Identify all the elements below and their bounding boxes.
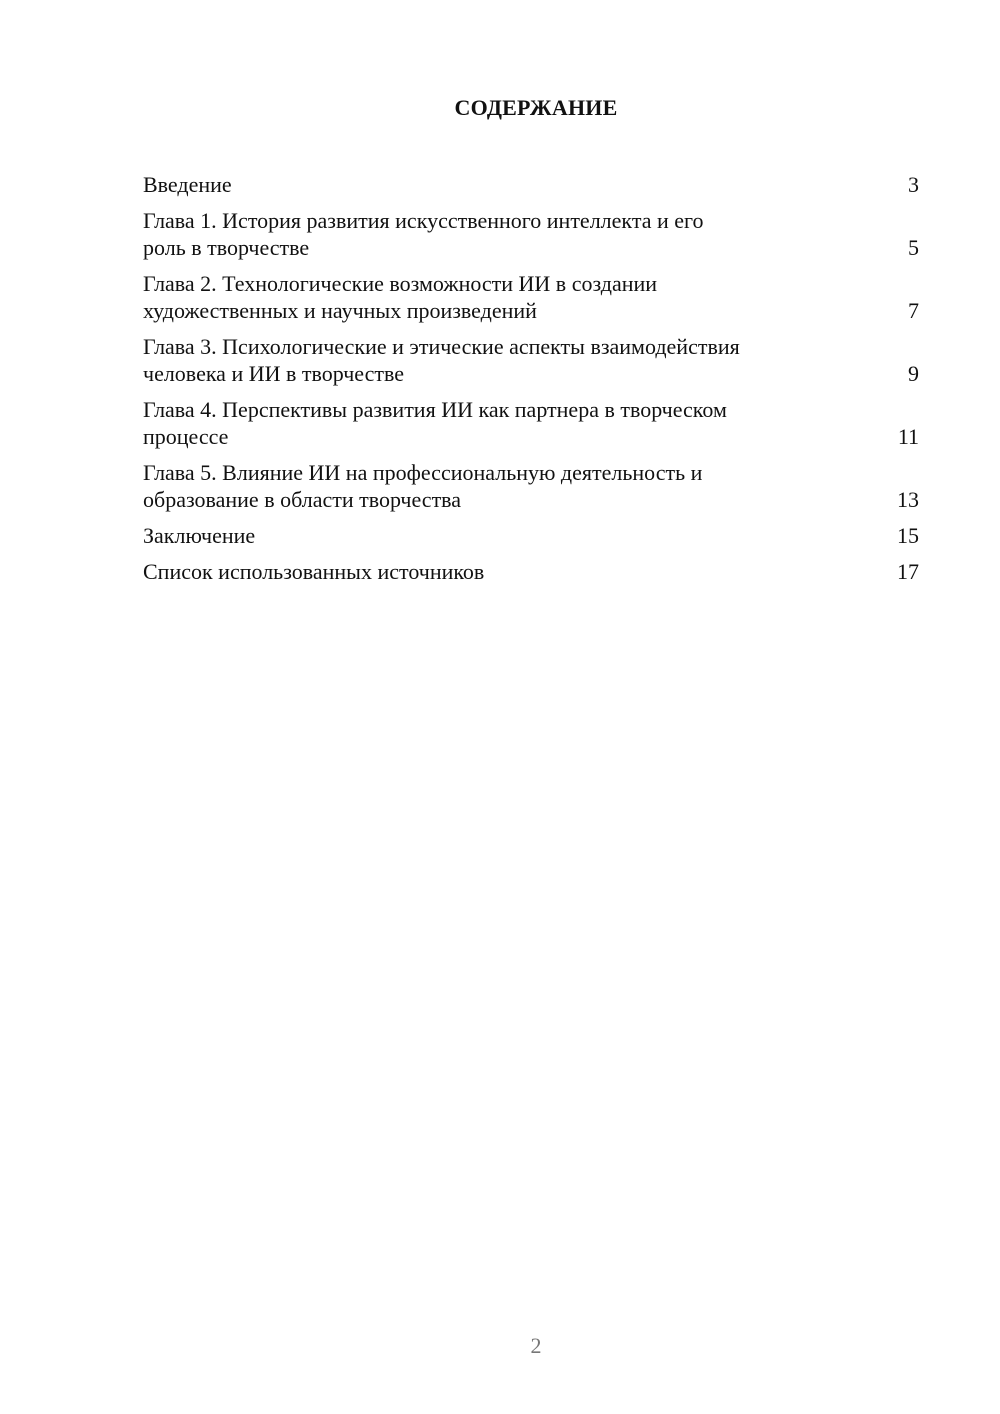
toc-entry-text bbox=[143, 558, 843, 585]
toc-entry-line: роль в творчестве bbox=[143, 235, 310, 260]
toc-entry-line: Глава 5. Влияние ИИ на профессиональную деятельность и bbox=[143, 460, 703, 485]
toc-entry-line: Заключение bbox=[143, 523, 256, 548]
toc-entry-conclusion bbox=[143, 522, 919, 549]
toc-entry-chapter-1 bbox=[143, 207, 919, 261]
toc-entry-line: человека и ИИ в творчестве bbox=[143, 361, 404, 386]
toc-entry-introduction bbox=[143, 171, 919, 198]
toc-entry-chapter-3 bbox=[143, 333, 919, 387]
toc-entry-text bbox=[143, 396, 843, 450]
page-number: 2 bbox=[530, 1333, 542, 1358]
toc-entry-line: Глава 2. Технологические возможности ИИ в создании bbox=[143, 271, 658, 296]
toc-entry-line: Глава 4. Перспективы развития ИИ как партнера в творческом bbox=[143, 397, 727, 422]
toc-entry-text bbox=[143, 171, 843, 198]
toc-entry-line: процессе bbox=[143, 424, 229, 449]
toc-entry-page: 9 bbox=[908, 361, 919, 386]
page-title: СОДЕРЖАНИЕ bbox=[454, 95, 618, 120]
table-of-contents bbox=[143, 171, 919, 594]
toc-entry-page: 15 bbox=[897, 523, 919, 548]
toc-entry-page: 13 bbox=[897, 487, 919, 512]
toc-entry-page: 3 bbox=[908, 172, 919, 197]
toc-entry-chapter-2 bbox=[143, 270, 919, 324]
toc-entry-chapter-4 bbox=[143, 396, 919, 450]
toc-entry-text bbox=[143, 207, 843, 261]
toc-entry-line: Глава 1. История развития искусственного интеллекта и его bbox=[143, 208, 704, 233]
toc-entry-text bbox=[143, 333, 843, 387]
toc-entry-line: Введение bbox=[143, 172, 232, 197]
toc-entry-page: 11 bbox=[897, 424, 919, 449]
toc-entry-line: художественных и научных произведений bbox=[143, 298, 537, 323]
toc-entry-text bbox=[143, 459, 843, 513]
toc-entry-line: образование в области творчества bbox=[143, 487, 462, 512]
toc-entry-references bbox=[143, 558, 919, 585]
toc-entry-text bbox=[143, 270, 843, 324]
toc-entry-page: 5 bbox=[908, 235, 919, 260]
toc-entry-text bbox=[143, 522, 843, 549]
toc-entry-line: Глава 3. Психологические и этические аспекты взаимодействия bbox=[143, 334, 740, 359]
toc-entry-chapter-5 bbox=[143, 459, 919, 513]
toc-entry-line: Список использованных источников bbox=[143, 559, 485, 584]
toc-entry-page: 17 bbox=[897, 559, 919, 584]
toc-entry-page: 7 bbox=[908, 298, 919, 323]
